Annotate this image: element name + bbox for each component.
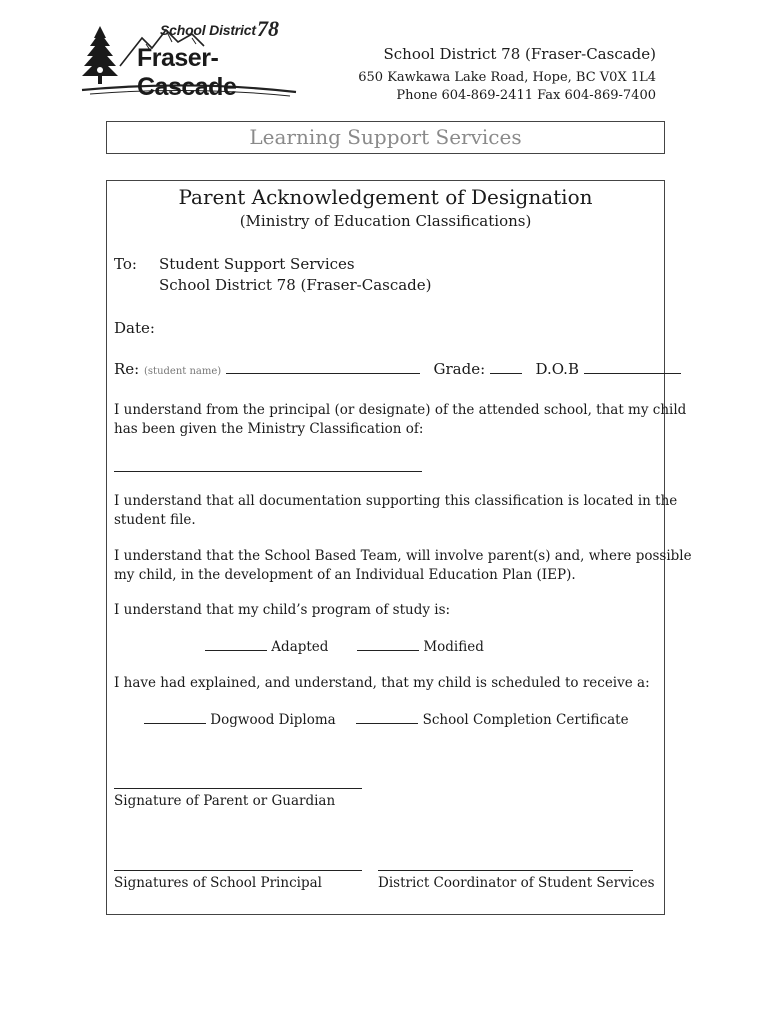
grade-field[interactable]	[490, 361, 522, 374]
logo-district-text: School District	[160, 22, 256, 38]
grade-label: Grade:	[433, 360, 486, 378]
re-label: Re:	[114, 360, 140, 378]
to-recipient-line1: Student Support Services	[159, 255, 355, 273]
form-title: Parent Acknowledgement of Designation	[178, 185, 593, 209]
student-name-field[interactable]	[226, 361, 420, 374]
to-recipient-line2: School District 78 (Fraser-Cascade)	[159, 276, 432, 294]
coordinator-signature-label: District Coordinator of Student Services	[378, 875, 655, 891]
completion-checkbox-line[interactable]	[356, 711, 418, 724]
logo-district-number: 78	[257, 16, 279, 41]
paragraph-classification-line2: has been given the Ministry Classification of:	[114, 421, 424, 437]
parent-signature-field[interactable]	[114, 788, 362, 789]
classification-field[interactable]	[114, 471, 422, 472]
form-box	[106, 180, 692, 915]
adapted-label: Adapted	[271, 639, 329, 655]
student-name-hint: (student name)	[144, 366, 222, 377]
banner-title: Learning Support Services	[249, 125, 522, 149]
paragraph-iep-line1: I understand that the School Based Team, will involve parent(s) and, where possible	[114, 548, 692, 564]
modified-label: Modified	[423, 639, 484, 655]
paragraph-documentation-line1: I understand that all documentation supporting this classification is located in the	[114, 493, 678, 509]
district-phone: Phone 604-869-2411 Fax 604-869-7400	[396, 88, 656, 103]
coordinator-signature-field[interactable]	[378, 870, 633, 871]
completion-label: School Completion Certificate	[422, 712, 629, 728]
logo-district-name: Fraser-Cascade	[137, 44, 237, 101]
modified-checkbox-line[interactable]	[357, 638, 419, 651]
principal-signature-field[interactable]	[114, 870, 362, 871]
district-name: School District 78 (Fraser-Cascade)	[383, 45, 656, 63]
principal-signature-label: Signatures of School Principal	[114, 875, 322, 891]
banner-box	[106, 121, 665, 154]
dogwood-checkbox-line[interactable]	[144, 711, 206, 724]
parent-signature-label: Signature of Parent or Guardian	[114, 793, 336, 809]
dob-label: D.O.B	[535, 360, 579, 378]
adapted-checkbox-line[interactable]	[205, 638, 267, 651]
paragraph-credential: I have had explained, and understand, that my child is scheduled to receive a:	[114, 675, 650, 691]
paragraph-documentation-line2: student file.	[114, 512, 196, 528]
program-options	[205, 638, 484, 655]
to-label: To:	[114, 255, 137, 273]
paragraph-classification-line1: I understand from the principal (or designate) of the attended school, that my child	[114, 402, 687, 418]
re-row	[114, 360, 681, 378]
dogwood-label: Dogwood Diploma	[210, 712, 336, 728]
date-label: Date:	[114, 319, 155, 337]
paragraph-program: I understand that my child’s program of study is:	[114, 602, 451, 618]
credential-options	[144, 711, 629, 728]
paragraph-iep-line2: my child, in the development of an Individual Education Plan (IEP).	[114, 567, 576, 583]
dob-field[interactable]	[584, 361, 681, 374]
form-subtitle: (Ministry of Education Classifications)	[239, 212, 532, 230]
district-logo	[80, 16, 300, 101]
district-address: 650 Kawkawa Lake Road, Hope, BC V0X 1L4	[358, 70, 656, 85]
